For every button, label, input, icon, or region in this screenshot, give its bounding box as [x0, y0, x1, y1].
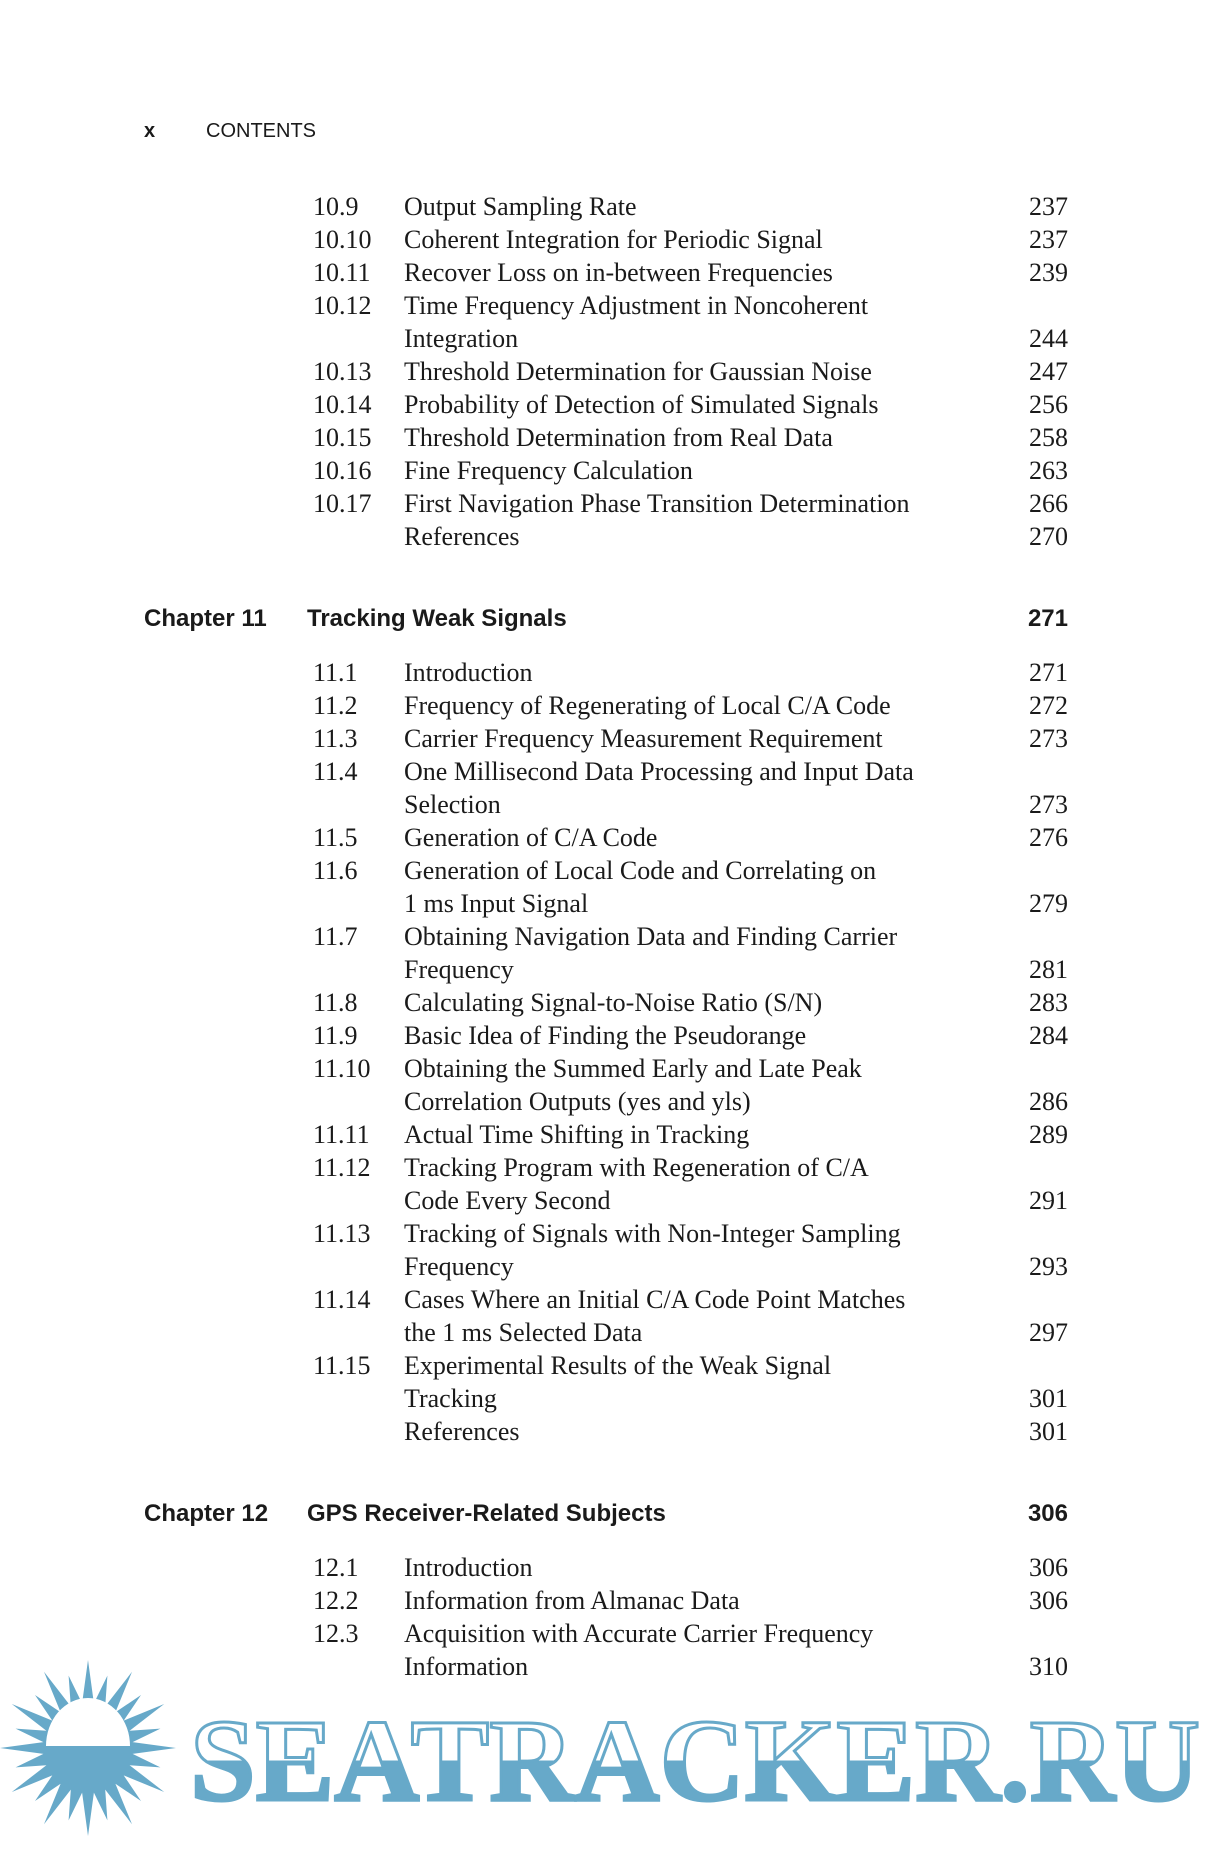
section-number: 12.2	[313, 1586, 359, 1615]
page-ref: 273	[1029, 724, 1068, 753]
page-ref: 306	[1029, 1586, 1068, 1615]
section-title: Probability of Detection of Simulated Signals	[404, 390, 879, 419]
page-ref: 306	[1029, 1553, 1068, 1582]
page-ref: 256	[1029, 390, 1068, 419]
page-ref: 293	[1029, 1252, 1068, 1281]
watermark-text: SEATRACKER.RU	[190, 1695, 1200, 1826]
section-title: Information	[404, 1652, 529, 1681]
section-title: Obtaining Navigation Data and Finding Carrier	[404, 922, 898, 951]
section-number: 12.3	[313, 1619, 359, 1648]
section-number: 11.6	[313, 856, 358, 885]
toc-entry[interactable]	[0, 1415, 1225, 1448]
section-title: References	[404, 522, 520, 551]
chapter-label: Chapter 11	[144, 605, 267, 632]
section-title: Obtaining the Summed Early and Late Peak	[404, 1054, 862, 1083]
section-number: 11.8	[313, 988, 358, 1017]
section-title: Time Frequency Adjustment in Noncoherent	[404, 291, 869, 320]
page-ref: 291	[1029, 1186, 1068, 1215]
running-title: CONTENTS	[206, 120, 316, 142]
toc-entry[interactable]	[0, 223, 1225, 256]
section-number: 10.14	[313, 390, 372, 419]
page-ref: 270	[1029, 522, 1068, 551]
toc-entry[interactable]	[0, 953, 1225, 986]
section-title: Correlation Outputs (yes and yls)	[404, 1087, 751, 1116]
toc-entry[interactable]	[0, 520, 1225, 553]
section-number: 11.3	[313, 724, 358, 753]
toc-entry[interactable]	[0, 722, 1225, 755]
section-number: 11.2	[313, 691, 358, 720]
section-title: Tracking of Signals with Non-Integer Sampling	[404, 1219, 901, 1248]
section-number: 11.10	[313, 1054, 371, 1083]
section-title: Integration	[404, 324, 519, 353]
chapter-label: Chapter 12	[144, 1500, 269, 1527]
section-title: Introduction	[404, 1553, 533, 1582]
section-title: Threshold Determination for Gaussian Noise	[404, 357, 872, 386]
toc-entry[interactable]	[0, 454, 1225, 487]
toc-entry[interactable]	[0, 487, 1225, 520]
toc-entry[interactable]	[0, 821, 1225, 854]
section-title: Generation of C/A Code	[404, 823, 658, 852]
section-title: Frequency	[404, 1252, 514, 1281]
toc-entry[interactable]	[0, 1584, 1225, 1617]
toc-entry[interactable]	[0, 1283, 1225, 1316]
chapter-title: Tracking Weak Signals	[307, 605, 567, 632]
toc-entry[interactable]	[0, 1250, 1225, 1283]
section-title: Carrier Frequency Measurement Requirement	[404, 724, 883, 753]
section-number: 10.15	[313, 423, 372, 452]
toc-entry[interactable]	[0, 1316, 1225, 1349]
page-ref: 286	[1029, 1087, 1068, 1116]
page-ref: 272	[1029, 691, 1068, 720]
section-title: the 1 ms Selected Data	[404, 1318, 643, 1347]
toc-entry[interactable]	[0, 421, 1225, 454]
page-ref: 276	[1029, 823, 1068, 852]
page-ref: 271	[1029, 658, 1068, 687]
toc-entry[interactable]	[0, 388, 1225, 421]
section-title: Code Every Second	[404, 1186, 611, 1215]
section-title: Recover Loss on in-between Frequencies	[404, 258, 833, 287]
section-number: 11.15	[313, 1351, 371, 1380]
page-ref: 244	[1029, 324, 1068, 353]
section-number: 12.1	[313, 1553, 359, 1582]
toc-entry[interactable]	[0, 689, 1225, 722]
section-number: 10.12	[313, 291, 372, 320]
section-title: References	[404, 1417, 520, 1446]
section-number: 10.16	[313, 456, 372, 485]
toc-entry[interactable]	[0, 256, 1225, 289]
page-ref: 297	[1029, 1318, 1068, 1347]
section-title: Coherent Integration for Periodic Signal	[404, 225, 823, 254]
toc-entry[interactable]	[0, 1019, 1225, 1052]
section-number: 11.7	[313, 922, 358, 951]
section-title: Information from Almanac Data	[404, 1586, 740, 1615]
page-ref: 289	[1029, 1120, 1068, 1149]
toc-entry[interactable]	[0, 355, 1225, 388]
section-title: First Navigation Phase Transition Determination	[404, 489, 910, 518]
section-number: 10.17	[313, 489, 372, 518]
running-header	[144, 120, 316, 143]
toc-entry[interactable]	[0, 920, 1225, 953]
page-ref: 279	[1029, 889, 1068, 918]
chapter-page: 271	[1027, 605, 1068, 632]
section-number: 10.11	[313, 258, 371, 287]
page-ref: 258	[1029, 423, 1068, 452]
chapter-heading[interactable]	[0, 602, 1225, 635]
section-title: Actual Time Shifting in Tracking	[404, 1120, 750, 1149]
page-number: x	[144, 120, 156, 142]
toc-entry[interactable]	[0, 1118, 1225, 1151]
page-ref: 237	[1029, 192, 1068, 221]
toc-entry[interactable]	[0, 1217, 1225, 1250]
section-title: Cases Where an Initial C/A Code Point Matches	[404, 1285, 906, 1314]
page-ref: 281	[1029, 955, 1068, 984]
page-ref: 283	[1029, 988, 1068, 1017]
toc-entry[interactable]	[0, 1382, 1225, 1415]
chapter-title: GPS Receiver-Related Subjects	[307, 1500, 666, 1527]
section-title: Generation of Local Code and Correlating on	[404, 856, 877, 885]
section-title: Frequency of Regenerating of Local C/A Code	[404, 691, 891, 720]
page-ref: 247	[1029, 357, 1068, 386]
watermark-logo	[0, 1660, 1225, 1850]
page-ref: 310	[1029, 1652, 1068, 1681]
toc-entry[interactable]	[0, 1151, 1225, 1184]
section-title: Basic Idea of Finding the Pseudorange	[404, 1021, 807, 1050]
section-number: 11.14	[313, 1285, 371, 1314]
toc-entry[interactable]	[0, 1085, 1225, 1118]
toc-entry[interactable]	[0, 1551, 1225, 1584]
section-title: Tracking Program with Regeneration of C/A	[404, 1153, 869, 1182]
section-title: Frequency	[404, 955, 514, 984]
section-number: 10.9	[313, 192, 359, 221]
section-title: Output Sampling Rate	[404, 192, 637, 221]
page-ref: 266	[1029, 489, 1068, 518]
sun-icon	[0, 1660, 176, 1836]
page-ref: 284	[1029, 1021, 1068, 1050]
page-ref: 263	[1029, 456, 1068, 485]
toc-entry[interactable]	[0, 1184, 1225, 1217]
toc-entry[interactable]	[0, 788, 1225, 821]
section-number: 11.4	[313, 757, 358, 786]
chapter-page: 306	[1027, 1500, 1068, 1527]
toc-entry[interactable]	[0, 1349, 1225, 1382]
section-title: Threshold Determination from Real Data	[404, 423, 833, 452]
page-ref: 301	[1029, 1384, 1068, 1413]
section-title: Tracking	[404, 1384, 497, 1413]
table-of-contents	[0, 190, 1225, 1683]
section-title: Acquisition with Accurate Carrier Frequency	[404, 1619, 874, 1648]
toc-entry[interactable]	[0, 755, 1225, 788]
section-number: 11.9	[313, 1021, 358, 1050]
toc-entry[interactable]	[0, 986, 1225, 1019]
section-title: 1 ms Input Signal	[404, 889, 589, 918]
section-number: 11.12	[313, 1153, 371, 1182]
page-ref: 239	[1029, 258, 1068, 287]
toc-entry[interactable]	[0, 1052, 1225, 1085]
section-number: 11.13	[313, 1219, 371, 1248]
section-title: Selection	[404, 790, 501, 819]
toc-entry[interactable]	[0, 854, 1225, 887]
section-number: 10.13	[313, 357, 372, 386]
page-ref: 301	[1029, 1417, 1068, 1446]
toc-entry[interactable]	[0, 1617, 1225, 1650]
section-title: Introduction	[404, 658, 533, 687]
toc-entry[interactable]	[0, 887, 1225, 920]
page-ref: 237	[1029, 225, 1068, 254]
section-number: 11.5	[313, 823, 358, 852]
section-number: 11.11	[313, 1120, 370, 1149]
section-title: One Millisecond Data Processing and Input Data	[404, 757, 914, 786]
section-title: Calculating Signal-to-Noise Ratio (S/N)	[404, 988, 823, 1017]
page-ref: 273	[1029, 790, 1068, 819]
toc-entry[interactable]	[0, 322, 1225, 355]
chapter-heading[interactable]	[0, 1497, 1225, 1530]
section-number: 11.1	[313, 658, 358, 687]
toc-entry[interactable]	[0, 190, 1225, 223]
section-title: Experimental Results of the Weak Signal	[404, 1351, 832, 1380]
toc-entry[interactable]	[0, 289, 1225, 322]
section-number: 10.10	[313, 225, 372, 254]
section-title: Fine Frequency Calculation	[404, 456, 693, 485]
toc-entry[interactable]	[0, 656, 1225, 689]
